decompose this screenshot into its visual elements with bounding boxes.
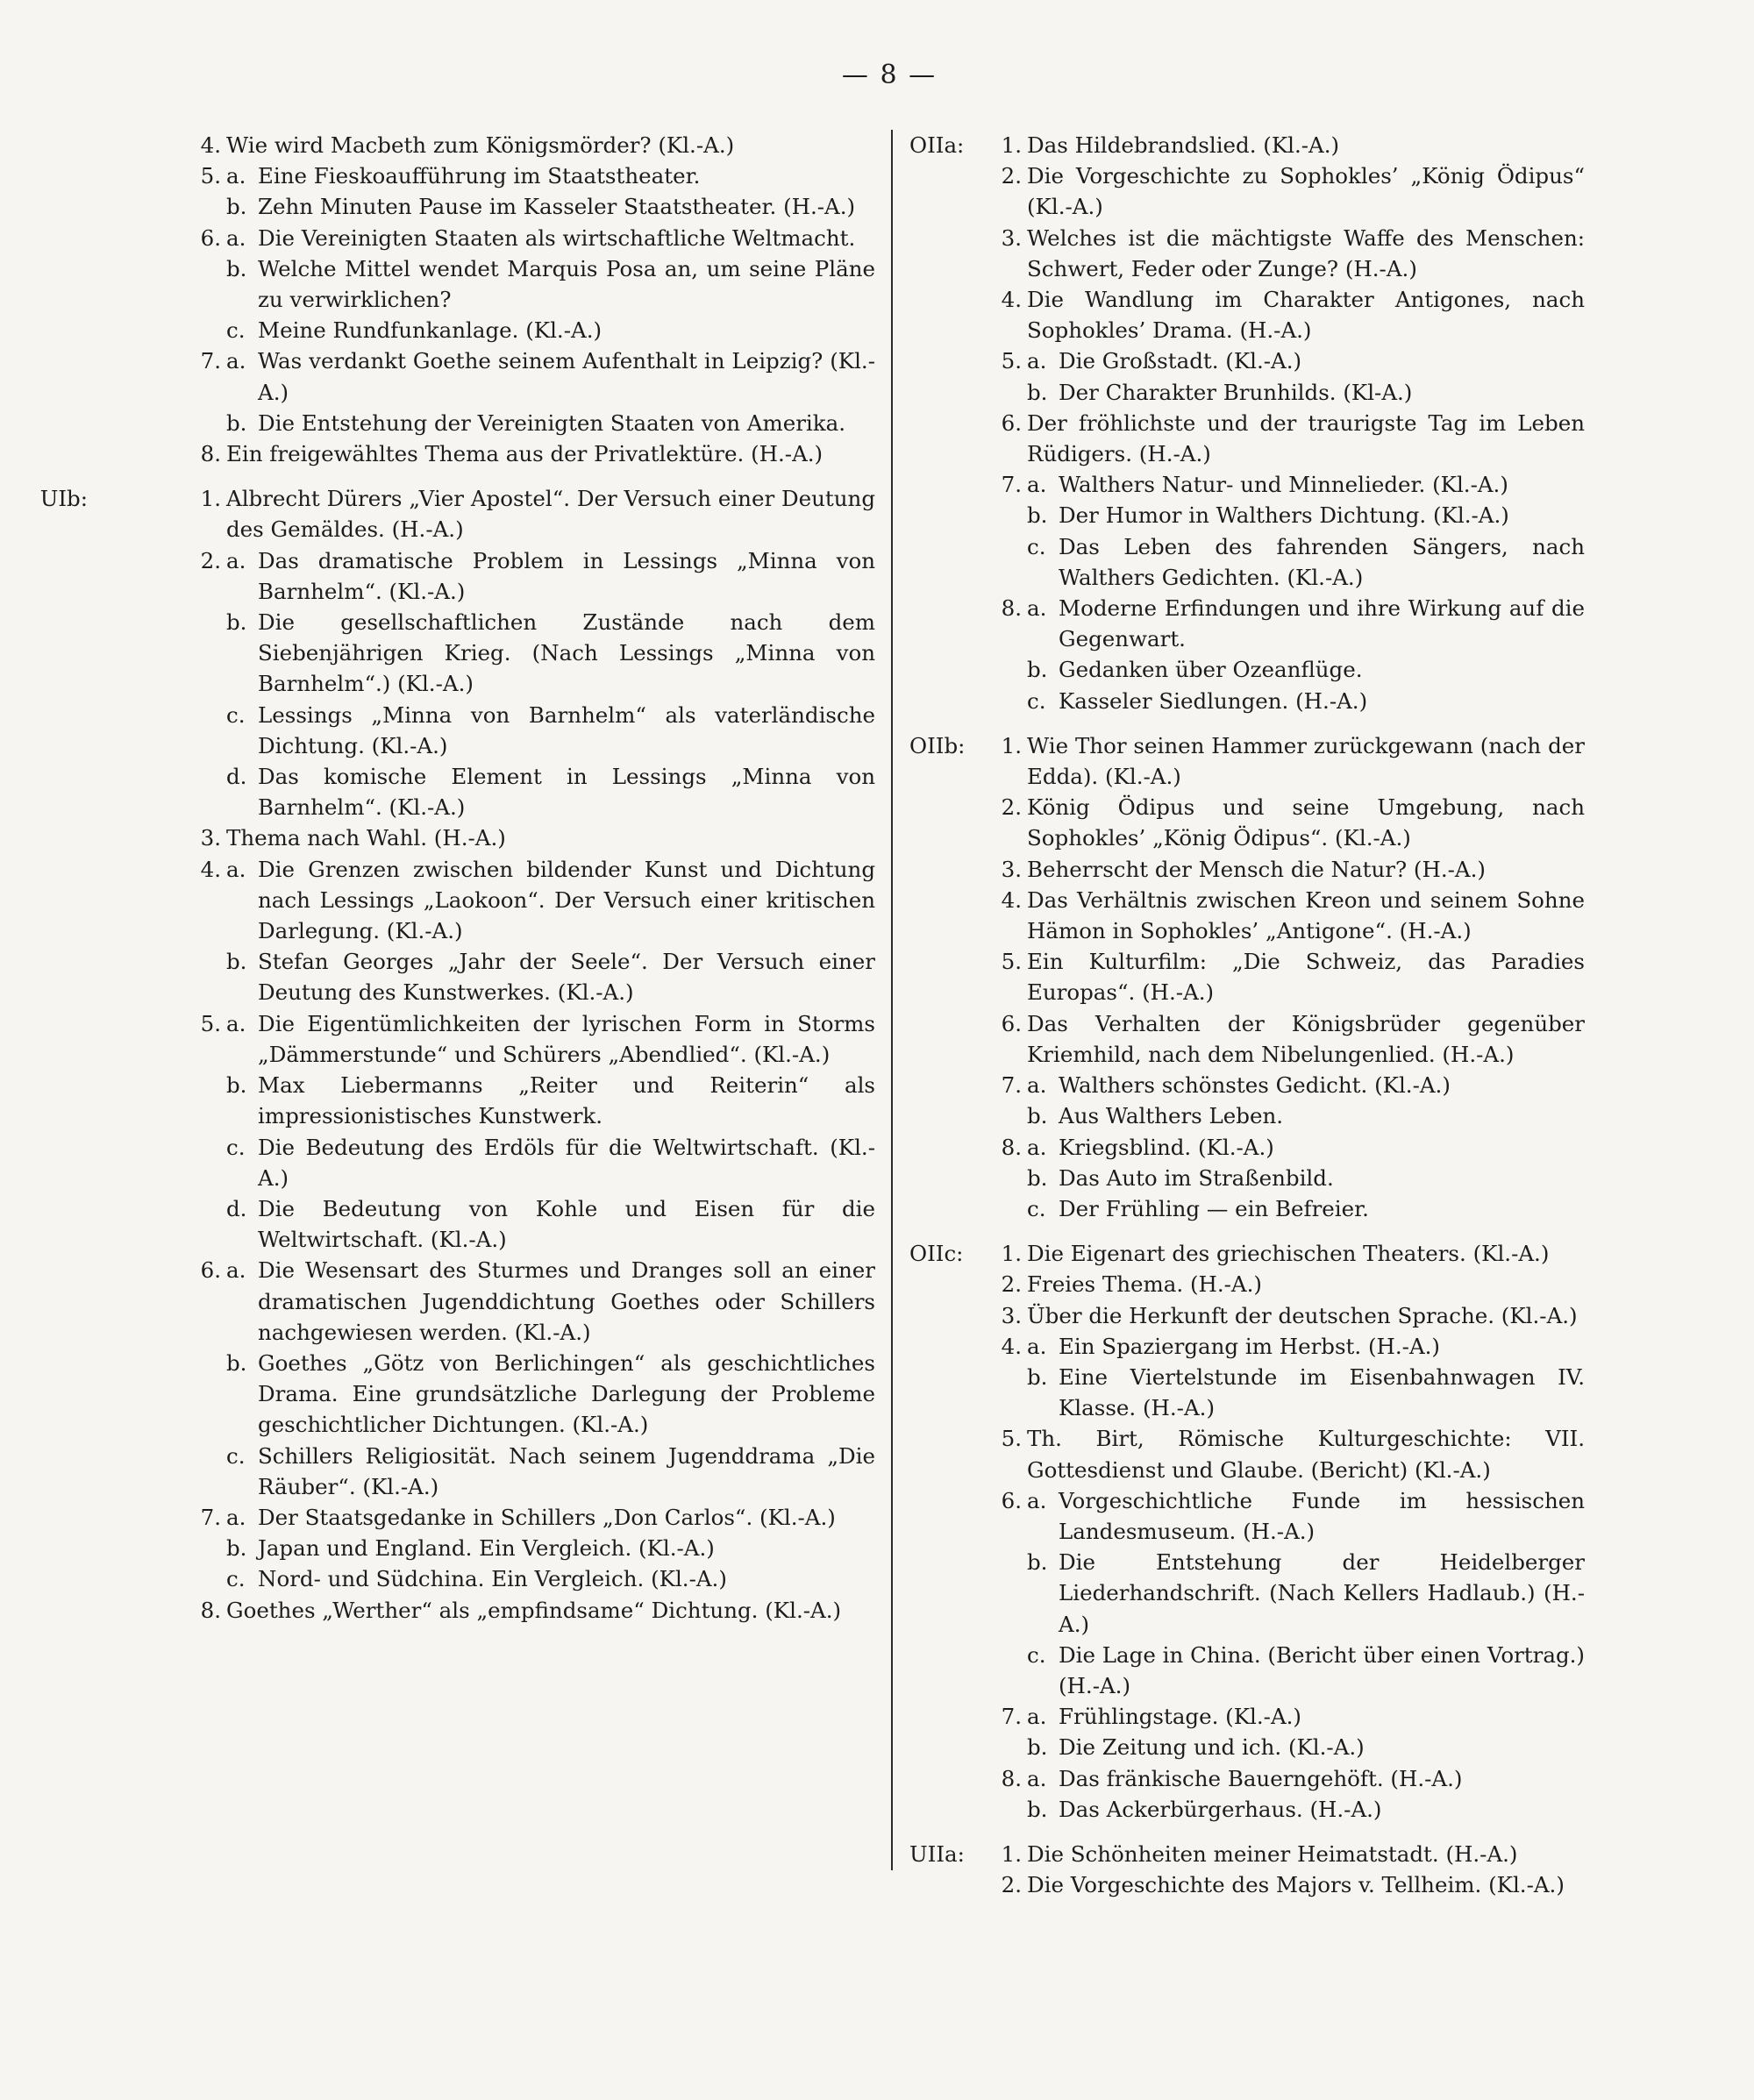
- item-number: 2.: [1001, 163, 1022, 189]
- section-gap: [909, 1224, 1585, 1238]
- topic-item: [909, 1640, 1585, 1701]
- sub-letter: c.: [1027, 1195, 1046, 1221]
- sub-letter: a.: [1027, 1134, 1047, 1160]
- item-number: 4.: [200, 132, 221, 158]
- topic-text: Über die Herkunft der deutschen Sprache. (Kl.-A.): [1027, 1302, 1578, 1328]
- topic-text: Die Eigenart des griechischen Theaters. (Kl.-A.): [1027, 1241, 1550, 1267]
- section-gap: [909, 716, 1585, 730]
- item-number: 7.: [1001, 1704, 1022, 1730]
- topic-item: [909, 500, 1585, 530]
- section-gap: [200, 469, 875, 483]
- topic-text: Die Zeitung und ich. (Kl.-A.): [1059, 1734, 1365, 1761]
- item-number: 4.: [1001, 287, 1022, 313]
- topic-text: Th. Birt, Römische Kulturgeschichte: VII. Gottesdienst und Glaube. (Bericht) (Kl.-A.): [1027, 1426, 1585, 1483]
- sub-letter: c.: [226, 1442, 246, 1469]
- left-column: [39, 130, 875, 1626]
- topic-item: [909, 531, 1585, 593]
- right-column: [909, 130, 1585, 1900]
- item-number: 3.: [1001, 224, 1022, 251]
- topic-text: Albrecht Dürers „Vier Apostel“. Der Versuch einer Deutung des Gemäldes. (H.-A.): [226, 486, 875, 543]
- topic-item: [200, 1255, 875, 1348]
- topic-item: [909, 1423, 1585, 1484]
- topic-item: [200, 1595, 875, 1626]
- topic-text: Eine Viertelstunde im Eisenbahnwagen IV. Klasse. (H.-A.): [1059, 1363, 1585, 1421]
- sub-letter: c.: [226, 1134, 246, 1160]
- sub-letter: b.: [226, 194, 247, 220]
- topic-item: [909, 469, 1585, 500]
- topic-item: [909, 1794, 1585, 1825]
- sub-letter: b.: [1027, 1734, 1048, 1761]
- item-number: 8.: [1001, 1765, 1022, 1791]
- topic-item: [909, 1132, 1585, 1163]
- sub-letter: a.: [226, 163, 246, 189]
- topic-text: Die Entstehung der Heidelberger Liederhandschrift. (Nach Kellers Hadlaub.) (H.-A.): [1059, 1549, 1585, 1637]
- topic-item: [909, 854, 1585, 885]
- item-number: 8.: [1001, 1134, 1022, 1160]
- topic-item: [200, 315, 875, 345]
- topic-text: Die Vereinigten Staaten als wirtschaftliche Weltmacht.: [258, 224, 856, 251]
- item-number: 7.: [200, 348, 221, 374]
- item-number: 6.: [200, 1257, 221, 1284]
- item-number: 1.: [1001, 132, 1022, 158]
- item-number: 2.: [1001, 1271, 1022, 1298]
- sub-letter: a.: [226, 547, 246, 573]
- topic-item: [909, 1008, 1585, 1070]
- topic-text: Wie Thor seinen Hammer zurückgewann (nach der Edda). (Kl.-A.): [1027, 732, 1585, 790]
- topic-item: [909, 1547, 1585, 1640]
- item-number: 5.: [200, 163, 221, 189]
- topic-text: Ein Kulturfilm: „Die Schweiz, das Paradies Europas“. (H.-A.): [1027, 949, 1585, 1006]
- item-number: 5.: [1001, 949, 1022, 975]
- sub-letter: d.: [226, 764, 247, 790]
- item-number: 1.: [1001, 1241, 1022, 1267]
- sub-letter: b.: [1027, 1103, 1048, 1129]
- topic-item: [909, 1193, 1585, 1224]
- topic-text: Lessings „Minna von Barnhelm“ als vaterländische Dichtung. (Kl.-A.): [258, 701, 875, 758]
- topic-text: Die Bedeutung des Erdöls für die Weltwirtschaft. (Kl.-A.): [258, 1134, 875, 1191]
- sub-letter: b.: [1027, 1164, 1048, 1191]
- sub-letter: a.: [226, 224, 246, 251]
- topic-text: Die Großstadt. (Kl.-A.): [1059, 348, 1302, 374]
- class-label: UIb:: [39, 486, 88, 512]
- topic-text: Schillers Religiosität. Nach seinem Jugenddrama „Die Räuber“. (Kl.-A.): [258, 1442, 875, 1499]
- topic-text: Goethes „Götz von Berlichingen“ als geschichtliches Drama. Eine grundsätzliche Darlegung der Probleme geschichtlicher Dichtungen. (Kl.-A.): [258, 1349, 875, 1438]
- topic-text: Ein freigewähltes Thema aus der Privatlektüre. (H.-A.): [226, 441, 824, 467]
- sub-letter: c.: [226, 701, 246, 728]
- topic-text: Max Liebermanns „Reiter und Reiterin“ als impressionistisches Kunstwerk.: [258, 1072, 875, 1129]
- topic-item: [909, 1100, 1585, 1131]
- topic-text: Der Staatsgedanke in Schillers „Don Carlos“. (Kl.-A.): [258, 1504, 836, 1530]
- sub-letter: b.: [1027, 1549, 1048, 1576]
- item-number: 5.: [1001, 1426, 1022, 1452]
- topic-text: Der Frühling — ein Befreier.: [1059, 1195, 1369, 1221]
- topic-item: [200, 1348, 875, 1441]
- item-number: 7.: [1001, 1072, 1022, 1099]
- topic-text: Das komische Element in Lessings „Minna von Barnhelm“. (Kl.-A.): [258, 764, 875, 821]
- topic-item: [909, 686, 1585, 716]
- sub-letter: b.: [1027, 657, 1048, 683]
- topic-text: Der Charakter Brunhilds. (Kl-A.): [1059, 379, 1413, 405]
- sub-letter: a.: [1027, 595, 1047, 622]
- topic-text: Die Wandlung im Charakter Antigones, nach Sophokles’ Drama. (H.-A.): [1027, 287, 1585, 344]
- topic-item: [200, 1563, 875, 1594]
- topic-text: Japan und England. Ein Vergleich. (Kl.-A.): [258, 1535, 715, 1562]
- topic-text: Die Wesensart des Sturmes und Dranges soll an einer dramatischen Jugenddichtung Goethes oder Schillers nachgewiesen werden. (Kl.-A.): [258, 1257, 875, 1345]
- sub-letter: b.: [226, 1072, 247, 1099]
- topic-item: [909, 1269, 1585, 1299]
- topic-text: Die Bedeutung von Kohle und Eisen für die Weltwirtschaft. (Kl.-A.): [258, 1195, 875, 1253]
- topic-item: [909, 1869, 1585, 1900]
- topic-item: [200, 160, 875, 191]
- topic-item: [200, 345, 875, 407]
- sub-letter: a.: [1027, 1072, 1047, 1099]
- topic-text: Die Entstehung der Vereinigten Staaten von Amerika.: [258, 409, 846, 436]
- topic-item: [909, 377, 1585, 408]
- topic-item: [200, 700, 875, 761]
- class-label: OIIc:: [909, 1241, 964, 1267]
- sub-letter: a.: [1027, 1333, 1047, 1359]
- topic-text: Gedanken über Ozeanflüge.: [1059, 657, 1363, 683]
- topic-item: [909, 1300, 1585, 1331]
- item-number: 6.: [1001, 1010, 1022, 1036]
- topic-item: [909, 223, 1585, 284]
- sub-letter: b.: [226, 409, 247, 436]
- item-number: 7.: [1001, 472, 1022, 498]
- item-number: 4.: [200, 856, 221, 882]
- item-number: 1.: [1001, 732, 1022, 758]
- topic-item: [909, 730, 1585, 792]
- item-number: 3.: [200, 825, 221, 851]
- sub-letter: a.: [226, 348, 246, 374]
- class-label: OIIa:: [909, 132, 965, 158]
- topic-item: [200, 438, 875, 469]
- topic-text: Das Auto im Straßenbild.: [1059, 1164, 1334, 1191]
- topic-text: Welche Mittel wendet Marquis Posa an, um seine Pläne zu verwirklichen?: [258, 255, 875, 313]
- topic-item: [909, 885, 1585, 946]
- sub-letter: b.: [226, 609, 247, 636]
- topic-item: [200, 1502, 875, 1533]
- topic-item: [909, 130, 1585, 160]
- topic-text: König Ödipus und seine Umgebung, nach Sophokles’ „König Ödipus“. (Kl.-A.): [1027, 794, 1585, 851]
- item-number: 8.: [1001, 595, 1022, 622]
- topic-item: [200, 191, 875, 222]
- topic-text: Die Schönheiten meiner Heimatstadt. (H.-A.): [1027, 1840, 1518, 1867]
- topic-text: Ein Spaziergang im Herbst. (H.-A.): [1059, 1333, 1440, 1359]
- sub-letter: c.: [1027, 687, 1046, 714]
- sub-letter: d.: [226, 1195, 247, 1221]
- topic-text: Kasseler Siedlungen. (H.-A.): [1059, 687, 1368, 714]
- section-gap: [909, 1825, 1585, 1839]
- topic-text: Kriegsblind. (Kl.-A.): [1059, 1134, 1274, 1160]
- topic-item: [909, 408, 1585, 469]
- topic-text: Das dramatische Problem in Lessings „Minna von Barnhelm“. (Kl.-A.): [258, 547, 875, 604]
- topic-item: [200, 1070, 875, 1131]
- topic-text: Das Verhältnis zwischen Kreon und seinem Sohne Hämon in Sophokles’ „Antigone“. (H.-A.): [1027, 886, 1585, 944]
- topic-item: [909, 160, 1585, 222]
- item-number: 2.: [1001, 794, 1022, 821]
- topic-text: Welches ist die mächtigste Waffe des Menschen: Schwert, Feder oder Zunge? (H.-A.): [1027, 224, 1585, 281]
- topic-item: [909, 1485, 1585, 1547]
- topic-text: Wie wird Macbeth zum Königsmörder? (Kl.-A.): [226, 132, 735, 158]
- item-number: 1.: [200, 486, 221, 512]
- topic-item: [909, 1732, 1585, 1762]
- sub-letter: a.: [226, 856, 246, 882]
- topic-item: [200, 1132, 875, 1193]
- sub-letter: a.: [1027, 348, 1047, 374]
- topic-text: Stefan Georges „Jahr der Seele“. Der Versuch einer Deutung des Kunstwerkes. (Kl.-A.): [258, 949, 875, 1006]
- topic-text: Die Vorgeschichte des Majors v. Tellheim. (Kl.-A.): [1027, 1872, 1565, 1898]
- topic-item: [200, 223, 875, 253]
- topic-text: Aus Walthers Leben.: [1059, 1103, 1284, 1129]
- topic-item: [200, 1193, 875, 1255]
- item-number: 4.: [1001, 1333, 1022, 1359]
- topic-item: [200, 1008, 875, 1070]
- topic-text: Das Verhalten der Königsbrüder gegenüber Kriemhild, nach dem Nibelungenlied. (H.-A.): [1027, 1010, 1585, 1067]
- class-label: UIIa:: [909, 1840, 965, 1867]
- topic-text: Vorgeschichtliche Funde im hessischen Landesmuseum. (H.-A.): [1059, 1487, 1585, 1544]
- sub-letter: a.: [1027, 1487, 1047, 1513]
- item-number: 5.: [200, 1010, 221, 1036]
- topic-item: [909, 792, 1585, 853]
- topic-item: [200, 946, 875, 1007]
- item-number: 4.: [1001, 886, 1022, 913]
- topic-text: Nord- und Südchina. Ein Vergleich. (Kl.-A.): [258, 1566, 727, 1592]
- sub-letter: c.: [226, 317, 246, 344]
- sub-letter: c.: [226, 1566, 246, 1592]
- item-number: 2.: [1001, 1872, 1022, 1898]
- item-number: 8.: [200, 1597, 221, 1623]
- topic-text: Die gesellschaftlichen Zustände nach dem Siebenjährigen Krieg. (Nach Lessings „Minna von Barnhelm“.) (Kl.-A.): [258, 609, 875, 697]
- topic-item: [909, 1839, 1585, 1869]
- sub-letter: b.: [1027, 1796, 1048, 1822]
- sub-letter: b.: [1027, 379, 1048, 405]
- topic-text: Das fränkische Bauerngehöft. (H.-A.): [1059, 1765, 1463, 1791]
- topic-item: [200, 545, 875, 607]
- page-number: — 8 —: [841, 60, 938, 90]
- sub-letter: b.: [226, 949, 247, 975]
- topic-item: [200, 854, 875, 947]
- topic-item: [200, 253, 875, 315]
- item-number: 3.: [1001, 856, 1022, 882]
- topic-text: Thema nach Wahl. (H.-A.): [226, 825, 506, 851]
- topic-text: Walthers Natur- und Minnelieder. (Kl.-A.): [1059, 472, 1508, 498]
- sub-letter: a.: [1027, 1765, 1047, 1791]
- topic-item: [200, 130, 875, 160]
- topic-text: Der Humor in Walthers Dichtung. (Kl.-A.): [1059, 502, 1509, 529]
- topic-item: [909, 345, 1585, 376]
- sub-letter: b.: [1027, 1363, 1048, 1390]
- sub-letter: a.: [1027, 472, 1047, 498]
- item-number: 1.: [1001, 1840, 1022, 1867]
- topic-text: Die Grenzen zwischen bildender Kunst und Dichtung nach Lessings „Laokoon“. Der Versuch einer kritischen Darlegung. (Kl.-A.): [258, 856, 875, 944]
- item-number: 7.: [200, 1504, 221, 1530]
- topic-item: [909, 284, 1585, 345]
- column-divider: [891, 130, 893, 1870]
- topic-item: [909, 1238, 1585, 1269]
- topic-item: [909, 946, 1585, 1007]
- topic-item: [200, 822, 875, 853]
- topic-item: [39, 483, 875, 545]
- sub-letter: b.: [226, 1349, 247, 1376]
- topic-item: [200, 1441, 875, 1502]
- topic-text: Eine Fieskoaufführung im Staatstheater.: [258, 163, 701, 189]
- topic-item: [909, 593, 1585, 654]
- item-number: 3.: [1001, 1302, 1022, 1328]
- sub-letter: c.: [1027, 533, 1046, 559]
- topic-text: Die Vorgeschichte zu Sophokles’ „König Ödipus“ (Kl.-A.): [1027, 163, 1585, 220]
- item-number: 2.: [200, 547, 221, 573]
- topic-item: [200, 607, 875, 700]
- topic-text: Frühlingstage. (Kl.-A.): [1059, 1704, 1301, 1730]
- topic-text: Goethes „Werther“ als „empfindsame“ Dichtung. (Kl.-A.): [226, 1597, 842, 1623]
- topic-text: Freies Thema. (H.-A.): [1027, 1271, 1262, 1298]
- item-number: 5.: [1001, 348, 1022, 374]
- topic-text: Das Hildebrandslied. (Kl.-A.): [1027, 132, 1340, 158]
- sub-letter: c.: [1027, 1641, 1046, 1668]
- topic-text: Walthers schönstes Gedicht. (Kl.-A.): [1059, 1072, 1451, 1099]
- sub-letter: b.: [226, 1535, 247, 1562]
- topic-text: Das Leben des fahrenden Sängers, nach Walthers Gedichten. (Kl.-A.): [1059, 533, 1585, 590]
- sub-letter: b.: [226, 255, 247, 281]
- sub-letter: a.: [226, 1257, 246, 1284]
- item-number: 8.: [200, 441, 221, 467]
- topic-text: Beherrscht der Mensch die Natur? (H.-A.): [1027, 856, 1486, 882]
- class-label: OIIb:: [909, 732, 966, 758]
- topic-item: [909, 1362, 1585, 1423]
- topic-item: [200, 1533, 875, 1563]
- topic-item: [909, 1701, 1585, 1732]
- item-number: 6.: [200, 224, 221, 251]
- topic-text: Moderne Erfindungen und ihre Wirkung auf die Gegenwart.: [1059, 595, 1585, 652]
- sub-letter: a.: [1027, 1704, 1047, 1730]
- item-number: 6.: [1001, 409, 1022, 436]
- topic-text: Der fröhlichste und der traurigste Tag im Leben Rüdigers. (H.-A.): [1027, 409, 1585, 467]
- sub-letter: a.: [226, 1504, 246, 1530]
- topic-text: Was verdankt Goethe seinem Aufenthalt in Leipzig? (Kl.-A.): [258, 348, 875, 405]
- topic-item: [200, 761, 875, 822]
- topic-item: [909, 1163, 1585, 1193]
- topic-text: Die Lage in China. (Bericht über einen Vortrag.) (H.-A.): [1059, 1641, 1585, 1698]
- topic-text: Die Eigentümlichkeiten der lyrischen Form in Storms „Dämmerstunde“ und Schürers „Abendlied“. (Kl.-A.): [258, 1010, 875, 1067]
- topic-item: [909, 1331, 1585, 1362]
- topic-text: Das Ackerbürgerhaus. (H.-A.): [1059, 1796, 1382, 1822]
- topic-item: [909, 654, 1585, 685]
- sub-letter: b.: [1027, 502, 1048, 529]
- topic-item: [200, 408, 875, 438]
- item-number: 6.: [1001, 1487, 1022, 1513]
- topic-text: Zehn Minuten Pause im Kasseler Staatstheater. (H.-A.): [258, 194, 856, 220]
- sub-letter: a.: [226, 1010, 246, 1036]
- topic-item: [909, 1070, 1585, 1100]
- topic-text: Meine Rundfunkanlage. (Kl.-A.): [258, 317, 602, 344]
- topic-item: [909, 1763, 1585, 1794]
